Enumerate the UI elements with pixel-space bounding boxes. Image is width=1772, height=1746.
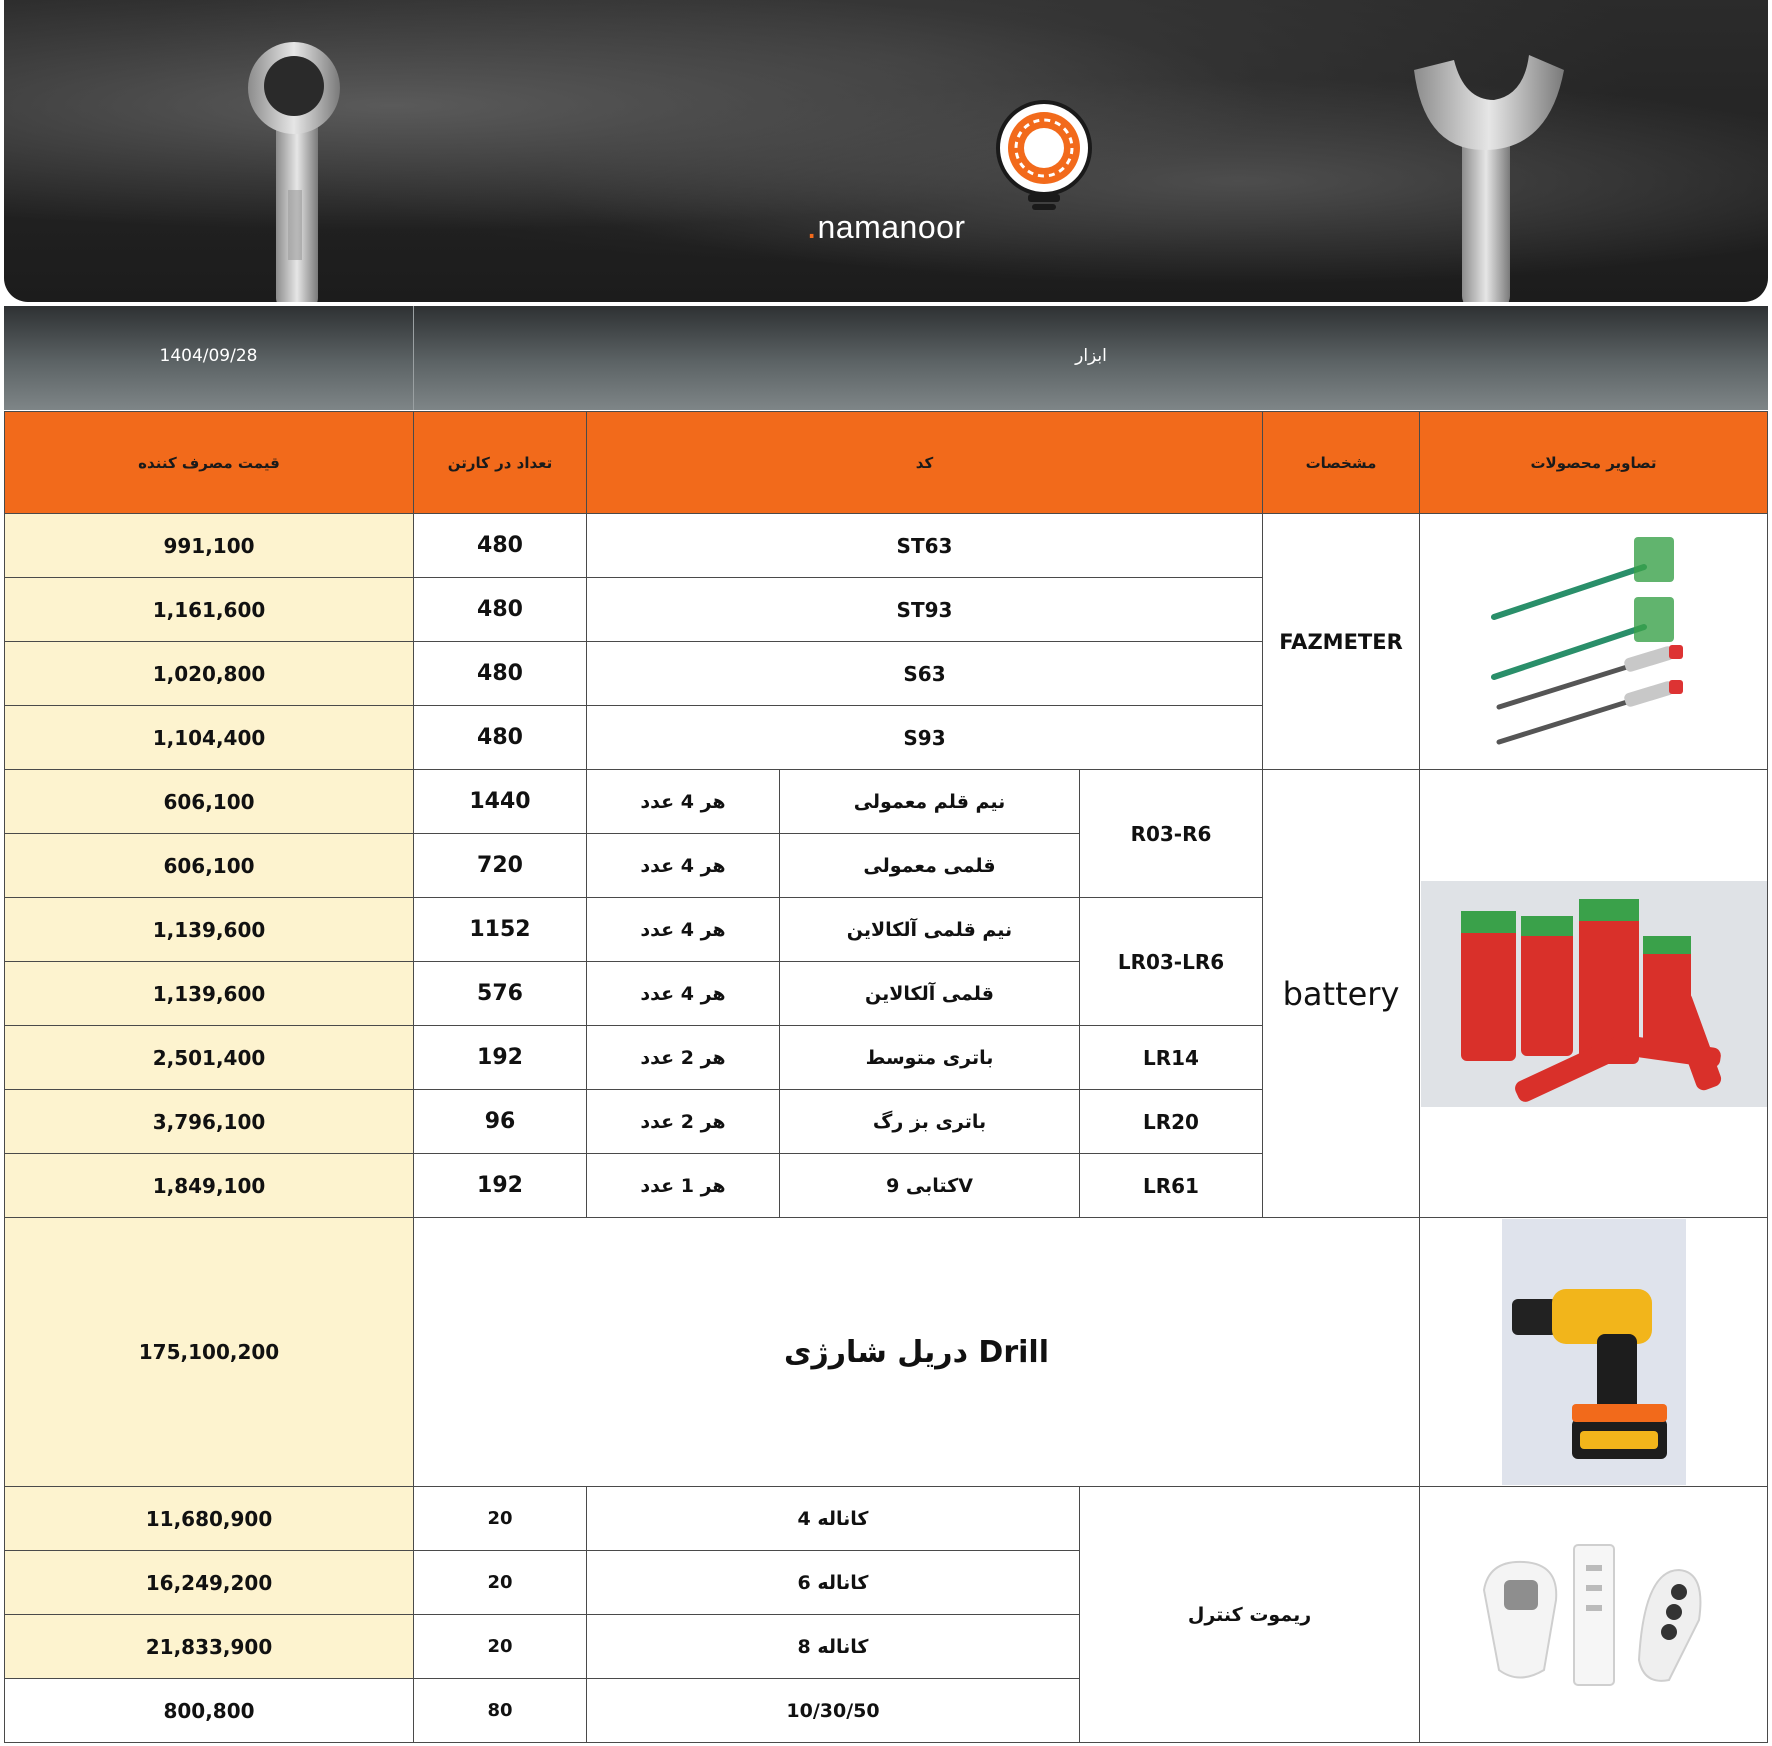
drill-image [1502,1219,1686,1485]
battery-qty-4: 576 [413,961,587,1026]
remote-price-4: 800,800 [4,1678,414,1743]
remote-image [1474,1540,1714,1690]
remote-code-2: 6 کاناله [586,1550,1080,1615]
remote-qty-3: 20 [413,1614,587,1679]
battery-qty-6: 96 [413,1089,587,1154]
fazmeter-qty-1: 480 [413,513,587,578]
battery-name-7: کتابی 9V [779,1153,1080,1218]
banner-art [4,0,1768,302]
fazmeter-price-4: 1,104,400 [4,705,414,770]
battery-qty-7: 192 [413,1153,587,1218]
remote-price-2: 16,249,200 [4,1550,414,1615]
battery-image-cell [1419,769,1768,1218]
fazmeter-code-4: S93 [586,705,1263,770]
remote-price-3: 21,833,900 [4,1614,414,1679]
remote-image-cell [1419,1486,1768,1743]
battery-group-lr61: LR61 [1079,1153,1263,1218]
drill-image-cell [1419,1217,1768,1487]
battery-qty-1: 1440 [413,769,587,834]
remote-qty-4: 80 [413,1678,587,1743]
battery-name-1: نیم قلم معمولی [779,769,1080,834]
remote-spec: ریموت کنترل [1079,1486,1420,1743]
battery-image [1421,881,1767,1107]
fazmeter-price-3: 1,020,800 [4,641,414,706]
battery-pack-1: هر 4 عدد [586,769,780,834]
fazmeter-code-2: ST93 [586,577,1263,642]
battery-price-2: 606,100 [4,833,414,898]
battery-qty-2: 720 [413,833,587,898]
battery-price-7: 1,849,100 [4,1153,414,1218]
fazmeter-qty-4: 480 [413,705,587,770]
battery-group-lr20: LR20 [1079,1089,1263,1154]
battery-price-4: 1,139,600 [4,961,414,1026]
battery-name-3: نیم قلمی آلکالاین [779,897,1080,962]
battery-pack-5: هر 2 عدد [586,1025,780,1090]
fazmeter-price-2: 1,161,600 [4,577,414,642]
battery-group-lr03-lr6: LR03-LR6 [1079,897,1263,1026]
remote-qty-2: 20 [413,1550,587,1615]
price-list-date: 1404/09/28 [159,346,258,366]
battery-qty-5: 192 [413,1025,587,1090]
header-images: تصاویر محصولات [1419,411,1768,514]
battery-name-6: باتری بز رگ [779,1089,1080,1154]
battery-group-r03-r6: R03-R6 [1079,769,1263,898]
fazmeter-qty-3: 480 [413,641,587,706]
remote-qty-1: 20 [413,1486,587,1551]
battery-price-3: 1,139,600 [4,897,414,962]
battery-name-2: قلمی معمولی [779,833,1080,898]
remote-price-1: 11,680,900 [4,1486,414,1551]
wrench-left-image [248,42,340,302]
header-price: قیمت مصرف کننده [4,411,414,514]
drill-label: دریل شارژی Drill [413,1217,1420,1487]
fazmeter-spec: FAZMETER [1262,513,1420,770]
fazmeter-code-3: S63 [586,641,1263,706]
category-title: ابزار [1075,346,1107,366]
battery-pack-4: هر 4 عدد [586,961,780,1026]
battery-price-6: 3,796,100 [4,1089,414,1154]
brand-name: .namanoor [806,205,966,247]
battery-qty-3: 1152 [413,897,587,962]
header-qty: تعداد در کارتن [413,411,587,514]
battery-name-5: باتری متوسط [779,1025,1080,1090]
battery-group-lr14: LR14 [1079,1025,1263,1090]
header-code: کد [586,411,1263,514]
battery-pack-7: هر 1 عدد [586,1153,780,1218]
fazmeter-image-cell [1419,513,1768,770]
banner [4,0,1768,302]
fazmeter-image [1484,527,1704,757]
battery-price-1: 606,100 [4,769,414,834]
remote-code-3: 8 کاناله [586,1614,1080,1679]
battery-pack-3: هر 4 عدد [586,897,780,962]
remote-code-1: 4 کاناله [586,1486,1080,1551]
wrench-right-image [1414,55,1564,302]
battery-pack-6: هر 2 عدد [586,1089,780,1154]
fazmeter-code-1: ST63 [586,513,1263,578]
battery-pack-2: هر 4 عدد [586,833,780,898]
namanoor-logo-icon [998,102,1090,210]
fazmeter-price-1: 991,100 [4,513,414,578]
battery-name-4: قلمی آلکالاین [779,961,1080,1026]
header-spec: مشخصات [1262,411,1420,514]
fazmeter-qty-2: 480 [413,577,587,642]
remote-code-4: 10/30/50 [586,1678,1080,1743]
drill-price: 175,100,200 [4,1217,414,1487]
battery-spec: battery [1262,769,1420,1218]
battery-price-5: 2,501,400 [4,1025,414,1090]
